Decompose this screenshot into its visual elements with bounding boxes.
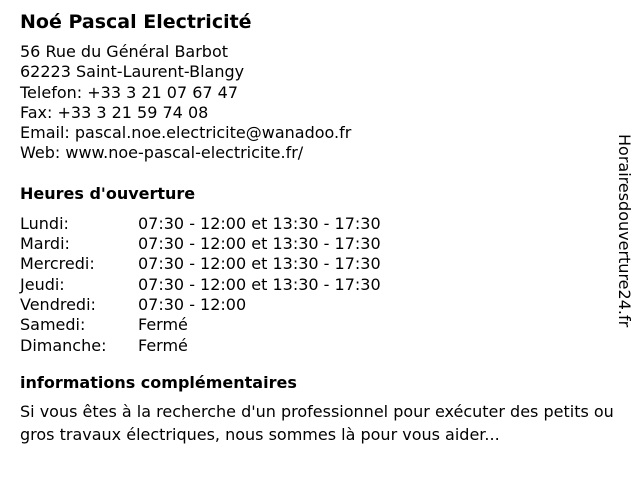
additional-info-heading: informations complémentaires: [20, 372, 297, 392]
opening-hours-list: [20, 214, 610, 356]
hours-day-tuesday: Mardi:: [20, 234, 70, 254]
hours-day-monday: Lundi:: [20, 213, 69, 233]
hours-time-thursday: 07:30 - 12:00 et 13:30 - 17:30: [138, 274, 381, 294]
hours-row: [20, 275, 610, 295]
hours-day-thursday: Jeudi:: [20, 274, 65, 294]
site-watermark: Horairesdouverture24.fr: [615, 134, 634, 328]
website-url: Web: www.noe-pascal-electricite.fr/: [20, 143, 304, 163]
hours-day-saturday: Samedi:: [20, 315, 86, 335]
hours-time-saturday: Fermé: [138, 315, 188, 335]
additional-info-text: Si vous êtes à la recherche d'un professionnel pour exécuter des petits ou gros travaux électriques, nous sommes là pour vous aider...: [20, 401, 614, 444]
hours-time-sunday: Fermé: [138, 335, 188, 355]
hours-row: [20, 336, 610, 356]
hours-day-wednesday: Mercredi:: [20, 254, 95, 274]
opening-hours-heading: Heures d'ouverture: [20, 183, 196, 203]
hours-row: [20, 234, 610, 254]
business-card: [20, 10, 614, 446]
email-address: Email: pascal.noe.electricite@wanadoo.fr: [20, 123, 352, 143]
hours-time-friday: 07:30 - 12:00: [138, 294, 247, 314]
hours-row: [20, 214, 610, 234]
hours-day-friday: Vendredi:: [20, 294, 96, 314]
fax-number: Fax: +33 3 21 59 74 08: [20, 102, 209, 122]
address-street: 56 Rue du Général Barbot: [20, 42, 229, 61]
contact-block: [20, 42, 610, 164]
address-city: 62223 Saint-Laurent-Blangy: [20, 62, 245, 82]
hours-time-wednesday: 07:30 - 12:00 et 13:30 - 17:30: [138, 254, 381, 274]
business-name: Noé Pascal Electricité: [20, 11, 252, 33]
hours-row: [20, 254, 610, 274]
hours-row: [20, 295, 610, 315]
hours-time-monday: 07:30 - 12:00 et 13:30 - 17:30: [138, 213, 381, 233]
hours-row: [20, 315, 610, 335]
hours-time-tuesday: 07:30 - 12:00 et 13:30 - 17:30: [138, 234, 381, 254]
hours-day-sunday: Dimanche:: [20, 335, 107, 355]
phone-number: Telefon: +33 3 21 07 67 47: [20, 82, 239, 102]
